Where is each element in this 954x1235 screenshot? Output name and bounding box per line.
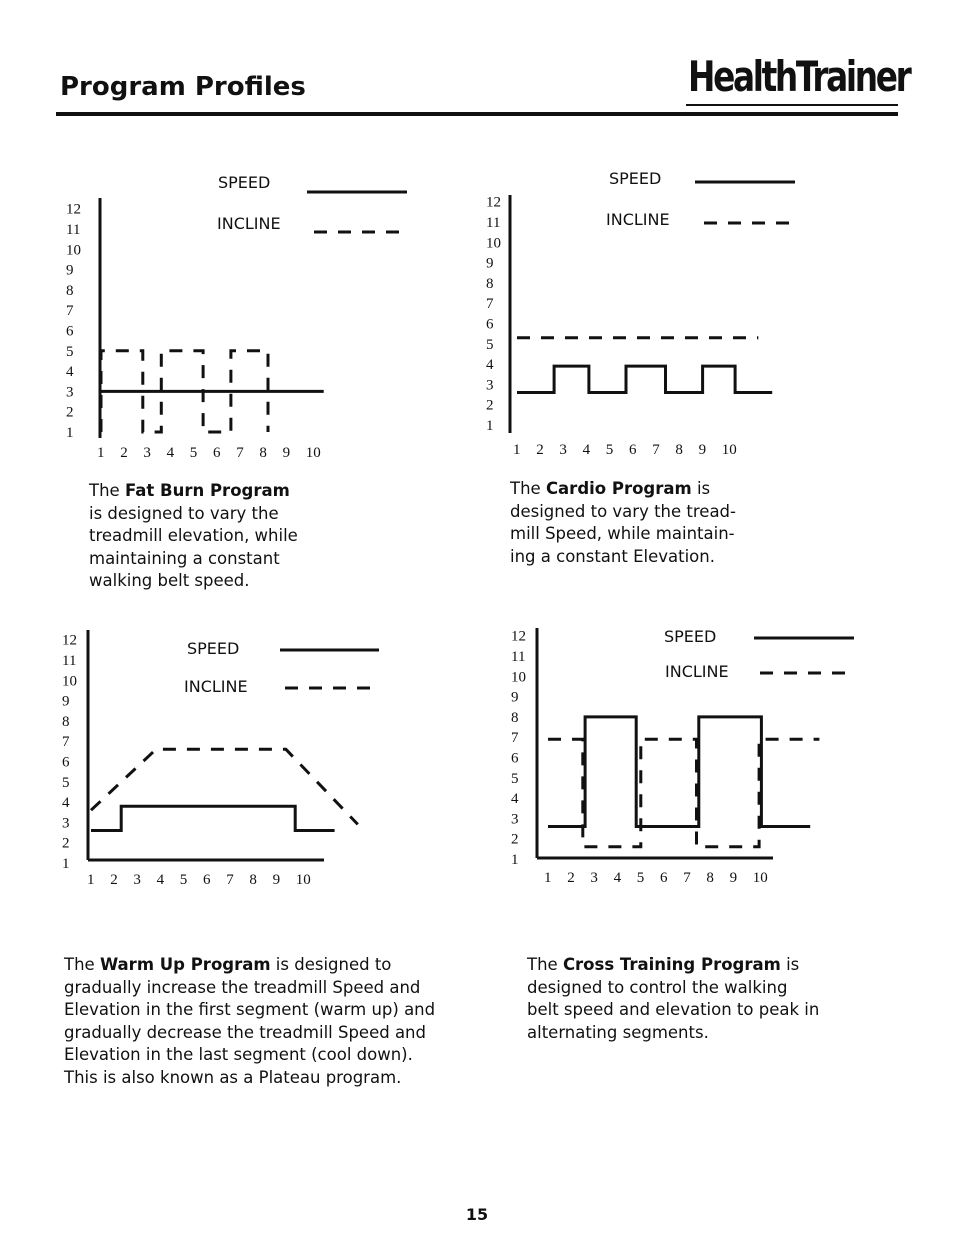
x-tick-label: 1 bbox=[97, 445, 105, 461]
y-tick-label: 10 bbox=[66, 242, 81, 259]
legend-speed-label: SPEED bbox=[218, 173, 271, 192]
y-tick-label: 3 bbox=[62, 815, 70, 832]
y-tick-label: 8 bbox=[62, 713, 70, 730]
page-number: 15 bbox=[465, 1205, 489, 1224]
y-tick-label: 6 bbox=[66, 323, 74, 340]
x-tick-label: 6 bbox=[660, 870, 668, 886]
cardio-program-name: Cardio Program bbox=[545, 479, 692, 498]
fat-burn-program-name: Fat Burn Program bbox=[124, 481, 290, 500]
healthtrainer-logo: HealthTrainer bbox=[688, 52, 910, 101]
legend-incline-label: INCLINE bbox=[217, 214, 281, 233]
x-tick-label: 6 bbox=[629, 442, 637, 458]
y-tick-label: 2 bbox=[511, 831, 519, 848]
y-tick-label: 4 bbox=[486, 357, 494, 374]
x-tick-label: 9 bbox=[282, 445, 291, 461]
y-tick-label: 7 bbox=[511, 730, 519, 747]
cross-training-chart bbox=[505, 622, 865, 890]
fat-burn-chart bbox=[60, 170, 420, 470]
warm-up-chart bbox=[56, 630, 386, 890]
header-rule bbox=[56, 112, 898, 116]
x-tick-label: 7 bbox=[236, 445, 244, 461]
y-tick-label: 1 bbox=[66, 425, 74, 441]
x-tick-label: 6 bbox=[213, 445, 221, 461]
y-tick-label: 9 bbox=[62, 693, 70, 710]
y-tick-label: 3 bbox=[486, 377, 494, 394]
y-tick-label: 9 bbox=[511, 689, 519, 706]
x-tick-label: 7 bbox=[683, 870, 691, 886]
x-tick-label: 3 bbox=[133, 872, 141, 888]
x-tick-label: 9 bbox=[698, 442, 707, 458]
x-tick-label: 5 bbox=[189, 445, 198, 461]
x-tick-label: 7 bbox=[652, 442, 660, 458]
y-tick-label: 10 bbox=[511, 669, 526, 686]
y-tick-label: 3 bbox=[66, 384, 74, 401]
x-tick-label: 8 bbox=[706, 870, 714, 886]
y-tick-label: 11 bbox=[511, 649, 526, 665]
warm-up-program-name: Warm Up Program bbox=[99, 955, 271, 974]
legend-incline-label: INCLINE bbox=[606, 210, 670, 229]
x-tick-label: 1 bbox=[513, 442, 521, 458]
y-tick-label: 5 bbox=[66, 343, 74, 360]
x-tick-label: 5 bbox=[179, 872, 188, 888]
y-tick-label: 12 bbox=[486, 194, 501, 211]
y-tick-label: 1 bbox=[511, 852, 519, 868]
page-title: Program Profiles bbox=[60, 72, 306, 102]
x-tick-label: 1 bbox=[87, 872, 95, 888]
y-tick-label: 6 bbox=[511, 750, 519, 767]
y-tick-label: 5 bbox=[511, 770, 519, 787]
y-tick-label: 7 bbox=[62, 734, 70, 751]
x-tick-label: 2 bbox=[120, 445, 128, 461]
y-tick-label: 8 bbox=[66, 282, 74, 299]
y-tick-label: 8 bbox=[486, 275, 494, 292]
x-tick-label: 5 bbox=[605, 442, 614, 458]
y-tick-label: 12 bbox=[66, 201, 81, 218]
y-tick-label: 9 bbox=[486, 255, 494, 272]
y-tick-label: 6 bbox=[486, 316, 494, 333]
y-tick-label: 3 bbox=[511, 811, 519, 828]
x-tick-label: 2 bbox=[567, 870, 575, 886]
y-tick-label: 10 bbox=[62, 673, 77, 690]
legend-speed-label: SPEED bbox=[609, 169, 662, 188]
y-tick-label: 6 bbox=[62, 754, 70, 771]
y-tick-label: 2 bbox=[62, 835, 70, 852]
x-tick-label: 10 bbox=[752, 870, 768, 886]
incline-series-line bbox=[548, 739, 819, 847]
x-tick-label: 10 bbox=[305, 445, 321, 461]
incline-series-line bbox=[91, 749, 358, 824]
legend-speed-label: SPEED bbox=[187, 639, 240, 658]
y-tick-label: 2 bbox=[66, 404, 74, 421]
x-tick-label: 10 bbox=[721, 442, 737, 458]
legend-incline-label: INCLINE bbox=[665, 662, 729, 681]
warm-up-description: The Warm Up Program is designed to gradually increase the treadmill Speed and Elevation in the first segment (warm up) and gradually decrease the treadmill Speed and Elevation in the last segment (cool down). This is also known as a Plateau program. bbox=[64, 955, 436, 1087]
y-tick-label: 7 bbox=[486, 296, 494, 313]
speed-series-line bbox=[548, 717, 810, 827]
legend-speed-label: SPEED bbox=[664, 627, 717, 646]
x-tick-label: 8 bbox=[675, 442, 683, 458]
y-tick-label: 4 bbox=[62, 795, 70, 812]
x-tick-label: 10 bbox=[295, 872, 311, 888]
logo-underline bbox=[686, 104, 898, 106]
x-tick-label: 3 bbox=[559, 442, 567, 458]
cross-training-description: The Cross Training Program is designed to control the walking belt speed and elevation to peak in alternating segments. bbox=[527, 955, 820, 1042]
y-tick-label: 2 bbox=[486, 397, 494, 414]
x-tick-label: 4 bbox=[582, 442, 591, 458]
y-tick-label: 9 bbox=[66, 262, 74, 279]
x-tick-label: 3 bbox=[590, 870, 598, 886]
y-tick-label: 11 bbox=[62, 653, 77, 669]
y-tick-label: 11 bbox=[486, 215, 501, 231]
x-tick-label: 4 bbox=[613, 870, 622, 886]
y-tick-label: 4 bbox=[66, 364, 74, 381]
legend-incline-label: INCLINE bbox=[184, 677, 248, 696]
y-tick-label: 12 bbox=[511, 628, 526, 645]
x-tick-label: 4 bbox=[166, 445, 175, 461]
speed-series-line bbox=[517, 366, 772, 392]
y-tick-label: 11 bbox=[66, 222, 81, 238]
x-tick-label: 8 bbox=[249, 872, 257, 888]
cardio-chart bbox=[478, 165, 808, 465]
cross-training-program-name: Cross Training Program bbox=[562, 955, 781, 974]
y-tick-label: 4 bbox=[511, 791, 519, 808]
x-tick-label: 9 bbox=[272, 872, 281, 888]
y-tick-label: 1 bbox=[62, 856, 70, 872]
x-tick-label: 4 bbox=[156, 872, 165, 888]
speed-series-line bbox=[91, 806, 335, 830]
x-tick-label: 7 bbox=[226, 872, 234, 888]
x-tick-label: 9 bbox=[729, 870, 738, 886]
y-tick-label: 5 bbox=[486, 336, 494, 353]
x-tick-label: 6 bbox=[203, 872, 211, 888]
y-tick-label: 8 bbox=[511, 709, 519, 726]
x-tick-label: 8 bbox=[259, 445, 267, 461]
y-tick-label: 5 bbox=[62, 774, 70, 791]
y-tick-label: 12 bbox=[62, 632, 77, 649]
y-tick-label: 7 bbox=[66, 303, 74, 320]
fat-burn-description: The Fat Burn Program is designed to vary the treadmill elevation, while maintaining a constant walking belt speed. bbox=[89, 481, 298, 591]
x-tick-label: 2 bbox=[110, 872, 118, 888]
x-tick-label: 2 bbox=[536, 442, 544, 458]
cardio-description: The Cardio Program is designed to vary the tread- mill Speed, while maintain- ing a constant Elevation. bbox=[510, 479, 736, 566]
y-tick-label: 1 bbox=[486, 418, 494, 434]
x-tick-label: 5 bbox=[636, 870, 645, 886]
x-tick-label: 3 bbox=[143, 445, 151, 461]
y-tick-label: 10 bbox=[486, 235, 501, 252]
x-tick-label: 1 bbox=[544, 870, 552, 886]
